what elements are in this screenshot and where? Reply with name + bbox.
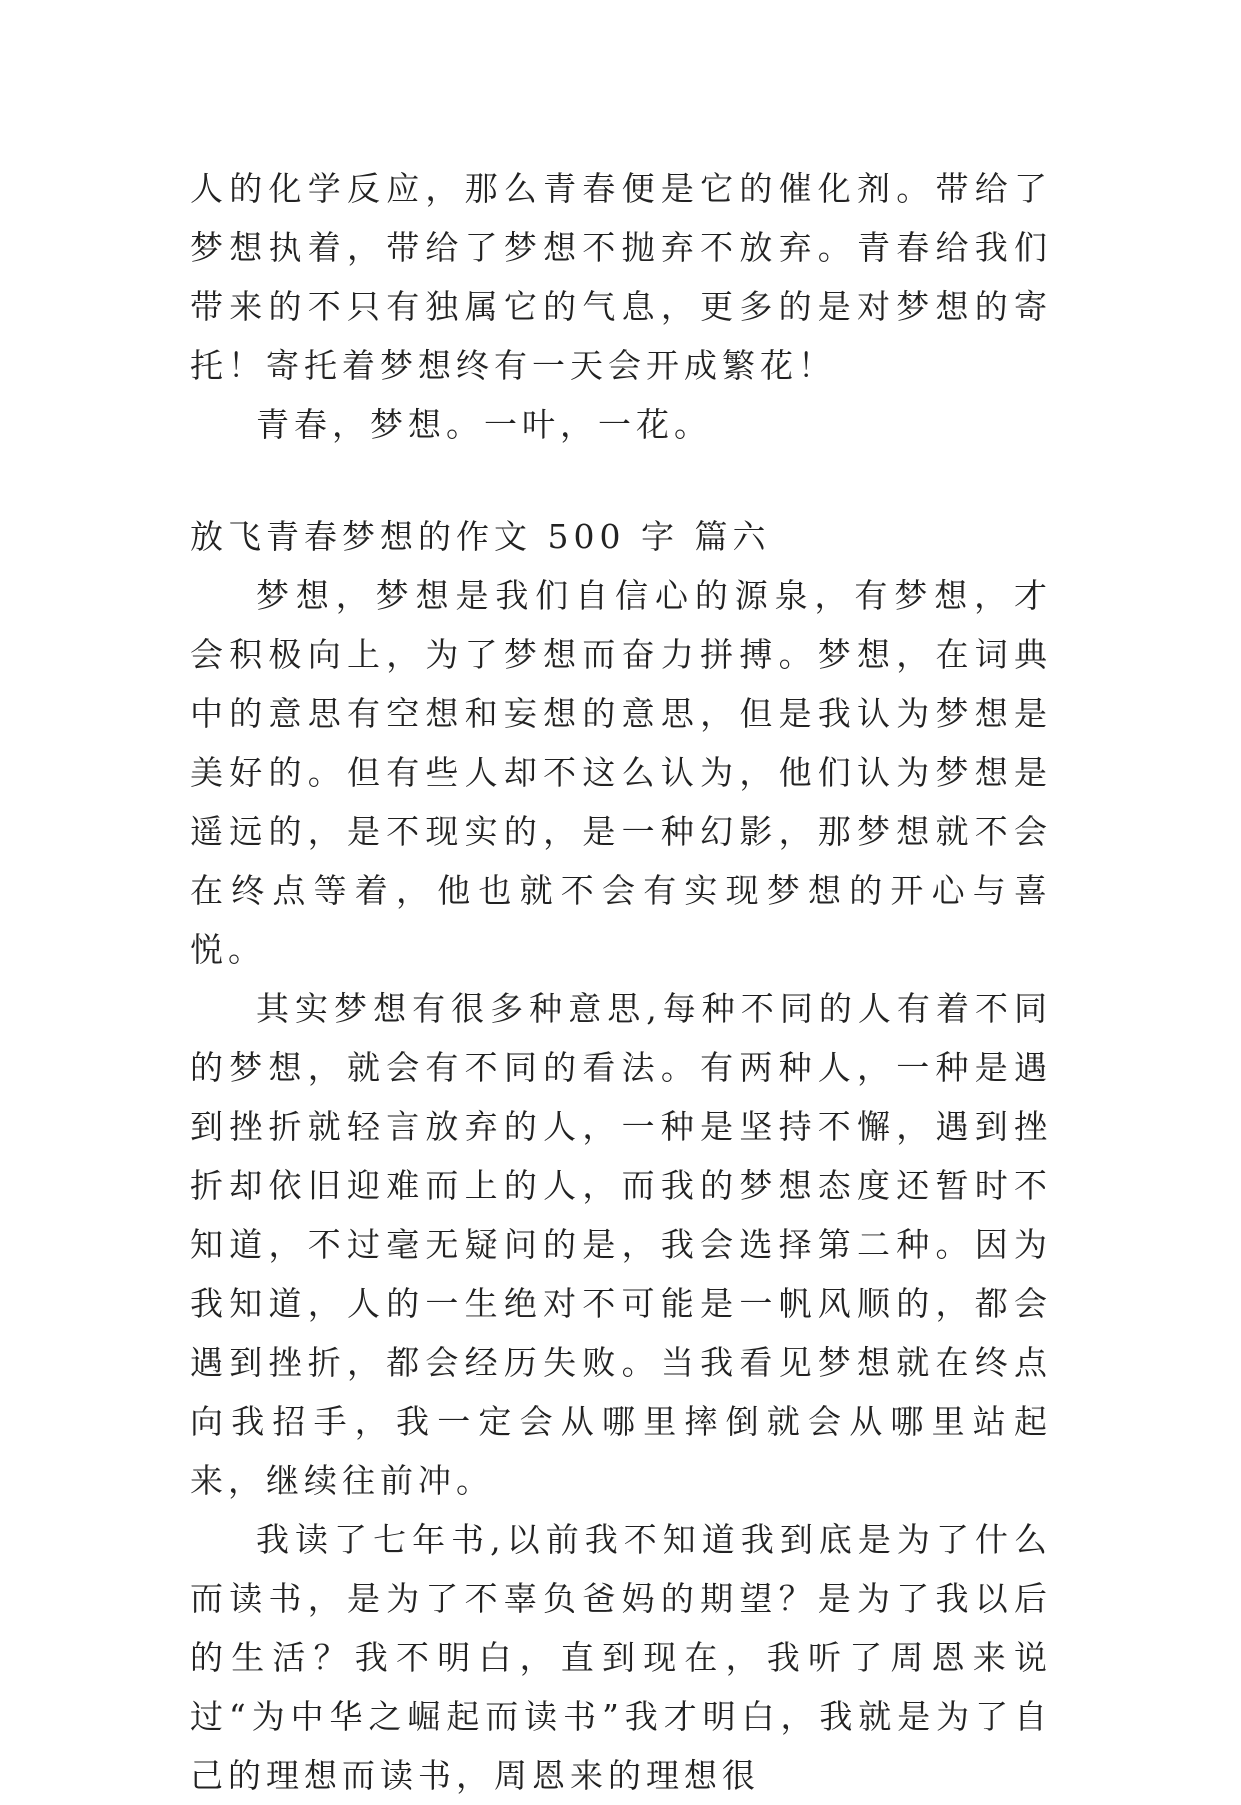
- paragraph: 梦想，梦想是我们自信心的源泉，有梦想，才会积极向上，为了梦想而奋力拼搏。梦想，在词典中的意思有空想和妄想的意思，但是我认为梦想是美好的。但有些人却不这么认为，他们认为梦想是遥远的，是不现实的，是一种幻影，那梦想就不会在终点等着，他也就不会有实现梦想的开心与喜悦。: [190, 576, 1052, 969]
- paragraph: 其实梦想有很多种意思,每种不同的人有着不同的梦想，就会有不同的看法。有两种人，一种是遇到挫折就轻言放弃的人，一种是坚持不懈，遇到挫折却依旧迎难而上的人，而我的梦想态度还暂时不知道，不过毫无疑问的是，我会选择第二种。因为我知道，人的一生绝对不可能是一帆风顺的，都会遇到挫折，都会经历失败。当我看见梦想就在终点向我招手，我一定会从哪里摔倒就会从哪里站起来，继续往前冲。: [190, 989, 1052, 1500]
- section-text-block: [190, 507, 1052, 1805]
- paragraph: 我读了七年书,以前我不知道我到底是为了什么而读书，是为了不辜负爸妈的期望？是为了我以后的生活？我不明白，直到现在，我听了周恩来说过“为中华之崛起而读书”我才明白，我就是为了自己的理想而读书，周恩来的理想很: [190, 1520, 1052, 1795]
- top-text-block: [190, 159, 1052, 454]
- paragraph: 青春，梦想。一叶，一花。: [256, 405, 712, 444]
- paragraph: 人的化学反应，那么青春便是它的催化剂。带给了梦想执着，带给了梦想不抛弃不放弃。青春给我们带来的不只有独属它的气息，更多的是对梦想的寄托！寄托着梦想终有一天会开成繁花！: [190, 169, 1052, 385]
- section-heading: 放飞青春梦想的作文 500 字 篇六: [190, 517, 771, 556]
